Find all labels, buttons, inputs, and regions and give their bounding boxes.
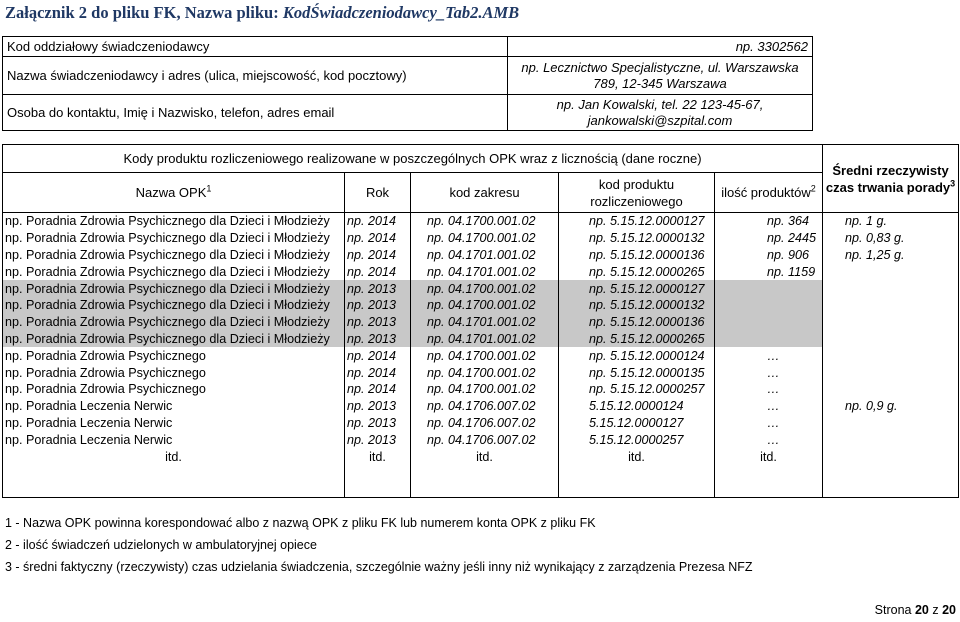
cell-czas xyxy=(823,280,959,297)
cell-kod-produktu: np. 5.15.12.0000265 xyxy=(559,331,715,348)
cell-czas xyxy=(823,297,959,314)
cell-czas xyxy=(823,431,959,448)
cell-opk: np. Poradnia Zdrowia Psychicznego xyxy=(3,381,345,398)
cell-rok: np. 2014 xyxy=(345,213,411,230)
cell-kod-zakresu: np. 04.1706.007.02 xyxy=(411,431,559,448)
info-value: np. 3302562 xyxy=(508,37,813,57)
table-row xyxy=(3,347,959,364)
cell-kod-zakresu: np. 04.1701.001.02 xyxy=(411,314,559,331)
cell-rok: np. 2014 xyxy=(345,247,411,264)
page-number: Strona 20 z 20 xyxy=(874,603,956,617)
table-row-itd xyxy=(3,448,959,465)
cell-kod-produktu: np. 5.15.12.0000127 xyxy=(559,280,715,297)
cell-czas: np. 0,83 g. xyxy=(823,230,959,247)
cell-kod-produktu: np. 5.15.12.0000136 xyxy=(559,247,715,264)
cell-opk: np. Poradnia Zdrowia Psychicznego xyxy=(3,347,345,364)
cell-kod-zakresu: np. 04.1701.001.02 xyxy=(411,331,559,348)
cell-kod-produktu: np. 5.15.12.0000127 xyxy=(559,213,715,230)
footnote: 2 - ilość świadczeń udzielonych w ambulatoryjnej opiece xyxy=(5,538,317,552)
info-row xyxy=(3,57,813,95)
cell-itd: itd. xyxy=(3,448,345,465)
cell-rok: np. 2014 xyxy=(345,364,411,381)
table-row xyxy=(3,213,959,230)
table-blank-row xyxy=(3,465,959,498)
cell-kod-produktu: np. 5.15.12.0000265 xyxy=(559,263,715,280)
cell-kod-produktu: 5.15.12.0000257 xyxy=(559,431,715,448)
cell-ilosc: … xyxy=(715,415,823,432)
header-nazwa-opk: Nazwa OPK$^1$ xyxy=(3,173,345,213)
cell-opk: np. Poradnia Zdrowia Psychicznego dla Dzieci i Młodzieży xyxy=(3,230,345,247)
cell-ilosc: … xyxy=(715,398,823,415)
cell-ilosc: … xyxy=(715,381,823,398)
cell-opk: np. Poradnia Leczenia Nerwic xyxy=(3,398,345,415)
cell-kod-produktu: np. 5.15.12.0000135 xyxy=(559,364,715,381)
document-title xyxy=(5,3,519,23)
cell-ilosc: np. 364 xyxy=(715,213,823,230)
info-label: Kod oddziałowy świadczeniodawcy xyxy=(3,37,508,57)
cell-opk: np. Poradnia Zdrowia Psychicznego dla Dzieci i Młodzieży xyxy=(3,213,345,230)
table-row xyxy=(3,280,959,297)
table-row xyxy=(3,415,959,432)
cell-kod-produktu: np. 5.15.12.0000132 xyxy=(559,297,715,314)
cell-ilosc xyxy=(715,314,823,331)
cell-ilosc xyxy=(715,331,823,348)
title-filename: KodŚwiadczeniodawcy_Tab2.AMB xyxy=(282,3,520,22)
cell-itd-empty xyxy=(823,448,959,465)
cell-ilosc xyxy=(715,297,823,314)
cell-rok: np. 2013 xyxy=(345,415,411,432)
cell-czas xyxy=(823,314,959,331)
cell-itd: itd. xyxy=(345,448,411,465)
cell-opk: np. Poradnia Zdrowia Psychicznego dla Dzieci i Młodzieży xyxy=(3,280,345,297)
cell-itd: itd. xyxy=(559,448,715,465)
cell-rok: np. 2014 xyxy=(345,347,411,364)
cell-kod-zakresu: np. 04.1700.001.02 xyxy=(411,280,559,297)
cell-kod-zakresu: np. 04.1706.007.02 xyxy=(411,398,559,415)
table-row xyxy=(3,314,959,331)
cell-ilosc: np. 2445 xyxy=(715,230,823,247)
table-row xyxy=(3,431,959,448)
cell-czas xyxy=(823,263,959,280)
cell-czas xyxy=(823,364,959,381)
cell-kod-produktu: 5.15.12.0000127 xyxy=(559,415,715,432)
table-row xyxy=(3,381,959,398)
cell-kod-produktu: 5.15.12.0000124 xyxy=(559,398,715,415)
cell-rok: np. 2013 xyxy=(345,331,411,348)
cell-kod-zakresu: np. 04.1700.001.02 xyxy=(411,364,559,381)
group-header: Kody produktu rozliczeniowego realizowane w poszczególnych OPK wraz z licznością (dane roczne) xyxy=(3,145,823,173)
cell-czas xyxy=(823,347,959,364)
cell-opk: np. Poradnia Zdrowia Psychicznego xyxy=(3,364,345,381)
cell-itd: itd. xyxy=(411,448,559,465)
cell-czas xyxy=(823,331,959,348)
cell-czas: np. 0,9 g. xyxy=(823,398,959,415)
info-row xyxy=(3,37,813,57)
table-row xyxy=(3,398,959,415)
cell-kod-zakresu: np. 04.1706.007.02 xyxy=(411,415,559,432)
cell-kod-zakresu: np. 04.1700.001.02 xyxy=(411,347,559,364)
cell-kod-zakresu: np. 04.1701.001.02 xyxy=(411,263,559,280)
cell-kod-zakresu: np. 04.1700.001.02 xyxy=(411,381,559,398)
cell-ilosc: … xyxy=(715,347,823,364)
header-sredni-czas: Średni rzeczywisty czas trwania porady$^3$ xyxy=(823,145,959,213)
cell-rok: np. 2013 xyxy=(345,431,411,448)
info-row xyxy=(3,95,813,131)
cell-opk: np. Poradnia Zdrowia Psychicznego dla Dzieci i Młodzieży xyxy=(3,331,345,348)
cell-rok: np. 2014 xyxy=(345,263,411,280)
table-row xyxy=(3,263,959,280)
info-label: Nazwa świadczeniodawcy i adres (ulica, miejscowość, kod pocztowy) xyxy=(3,57,508,95)
cell-czas: np. 1,25 g. xyxy=(823,247,959,264)
table-row xyxy=(3,247,959,264)
footnote: 3 - średni faktyczny (rzeczywisty) czas udzielania świadczenia, szczególnie ważny jeśli inny niż wynikający z zarządzenia Prezesa NFZ xyxy=(5,560,753,574)
cell-opk: np. Poradnia Zdrowia Psychicznego dla Dzieci i Młodzieży xyxy=(3,263,345,280)
cell-kod-zakresu: np. 04.1700.001.02 xyxy=(411,230,559,247)
cell-itd: itd. xyxy=(715,448,823,465)
cell-opk: np. Poradnia Zdrowia Psychicznego dla Dzieci i Młodzieży xyxy=(3,297,345,314)
cell-ilosc: np. 1159 xyxy=(715,263,823,280)
cell-czas xyxy=(823,381,959,398)
cell-rok: np. 2014 xyxy=(345,381,411,398)
cell-opk: np. Poradnia Zdrowia Psychicznego dla Dzieci i Młodzieży xyxy=(3,247,345,264)
cell-opk: np. Poradnia Leczenia Nerwic xyxy=(3,431,345,448)
cell-rok: np. 2013 xyxy=(345,398,411,415)
cell-rok: np. 2013 xyxy=(345,297,411,314)
header-rok: Rok xyxy=(345,173,411,213)
cell-kod-produktu: np. 5.15.12.0000136 xyxy=(559,314,715,331)
cell-kod-zakresu: np. 04.1701.001.02 xyxy=(411,247,559,264)
header-kod-produktu: kod produktu rozliczeniowego xyxy=(559,173,715,213)
table-row xyxy=(3,297,959,314)
cell-rok: np. 2013 xyxy=(345,314,411,331)
table-row xyxy=(3,230,959,247)
cell-ilosc xyxy=(715,280,823,297)
cell-kod-produktu: np. 5.15.12.0000124 xyxy=(559,347,715,364)
table-row xyxy=(3,331,959,348)
cell-czas xyxy=(823,415,959,432)
header-ilosc: ilość produktów$^2$ xyxy=(715,173,823,213)
cell-ilosc: … xyxy=(715,364,823,381)
cell-czas: np. 1 g. xyxy=(823,213,959,230)
table-row xyxy=(3,364,959,381)
cell-ilosc: np. 906 xyxy=(715,247,823,264)
footnotes xyxy=(5,516,753,582)
cell-kod-zakresu: np. 04.1700.001.02 xyxy=(411,297,559,314)
cell-rok: np. 2013 xyxy=(345,280,411,297)
cell-rok: np. 2014 xyxy=(345,230,411,247)
header-kod-zakresu: kod zakresu xyxy=(411,173,559,213)
cell-kod-produktu: np. 5.15.12.0000132 xyxy=(559,230,715,247)
cell-opk: np. Poradnia Zdrowia Psychicznego dla Dzieci i Młodzieży xyxy=(3,314,345,331)
info-value: np. Jan Kowalski, tel. 22 123-45-67, jankowalski@szpital.com xyxy=(508,95,813,131)
group-header-row xyxy=(3,145,959,173)
cell-opk: np. Poradnia Leczenia Nerwic xyxy=(3,415,345,432)
provider-info-table xyxy=(2,36,813,131)
info-label: Osoba do kontaktu, Imię i Nazwisko, telefon, adres email xyxy=(3,95,508,131)
cell-ilosc: … xyxy=(715,431,823,448)
cell-kod-zakresu: np. 04.1700.001.02 xyxy=(411,213,559,230)
cell-kod-produktu: np. 5.15.12.0000257 xyxy=(559,381,715,398)
products-table xyxy=(2,144,959,498)
column-header-row xyxy=(3,173,959,213)
footnote: 1 - Nazwa OPK powinna korespondować albo z nazwą OPK z pliku FK lub numerem konta OPK z pliku FK xyxy=(5,516,596,530)
info-value: np. Lecznictwo Specjalistyczne, ul. Warszawska 789, 12-345 Warszawa xyxy=(508,57,813,95)
title-prefix: Załącznik 2 do pliku FK, Nazwa pliku: xyxy=(5,3,283,22)
